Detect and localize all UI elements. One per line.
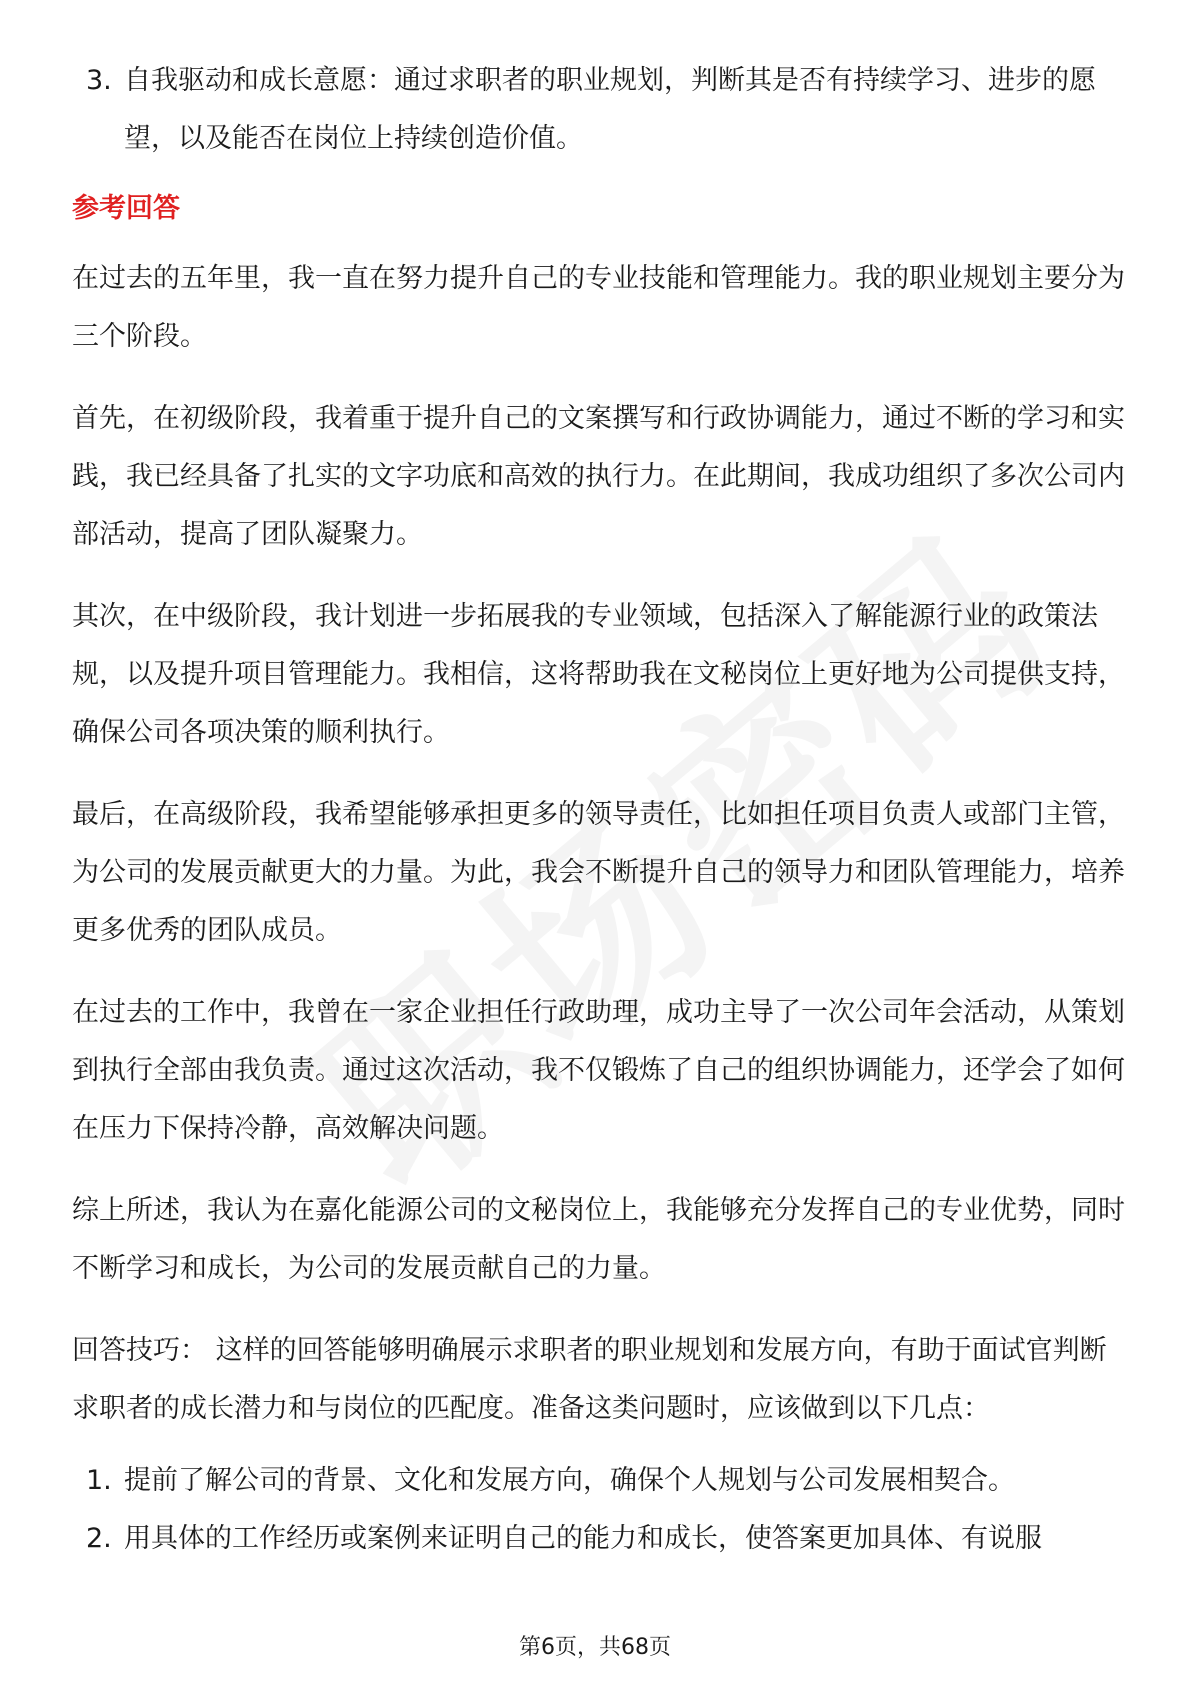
page-footer: 第6页，共68页 bbox=[519, 1635, 671, 1660]
list-item bbox=[72, 52, 1132, 168]
document-body bbox=[72, 52, 1132, 1568]
paragraph: 在过去的五年里，我一直在努力提升自己的专业技能和管理能力。我的职业规划主要分为三个阶段。 bbox=[72, 263, 1125, 352]
list-text: 提前了解公司的背景、文化和发展方向，确保个人规划与公司发展相契合。 bbox=[124, 1465, 1015, 1496]
paragraph: 最后，在高级阶段，我希望能够承担更多的领导责任，比如担任项目负责人或部门主管，为公司的发展贡献更大的力量。为此，我会不断提升自己的领导力和团队管理能力，培养更多优秀的团队成员。 bbox=[72, 799, 1125, 946]
tips-paragraph: 回答技巧： 这样的回答能够明确展示求职者的职业规划和发展方向，有助于面试官判断求职者的成长潜力和与岗位的匹配度。准备这类问题时，应该做到以下几点： bbox=[72, 1335, 1107, 1424]
list-item bbox=[72, 1452, 1132, 1510]
list-number: 1. bbox=[86, 1465, 112, 1496]
list-text: 用具体的工作经历或案例来证明自己的能力和成长，使答案更加具体、有说服 bbox=[124, 1523, 1042, 1554]
paragraph: 综上所述，我认为在嘉化能源公司的文秘岗位上，我能够充分发挥自己的专业优势，同时不断学习和成长，为公司的发展贡献自己的力量。 bbox=[72, 1195, 1125, 1284]
section-heading: 参考回答 bbox=[72, 193, 180, 224]
list-number: 2. bbox=[86, 1523, 112, 1554]
list-number: 3. bbox=[86, 65, 112, 96]
paragraph: 首先，在初级阶段，我着重于提升自己的文案撰写和行政协调能力，通过不断的学习和实践，我已经具备了扎实的文字功底和高效的执行力。在此期间，我成功组织了多次公司内部活动，提高了团队凝聚力。 bbox=[72, 403, 1125, 550]
list-item bbox=[72, 1510, 1132, 1568]
list-text: 自我驱动和成长意愿：通过求职者的职业规划，判断其是否有持续学习、进步的愿望，以及能否在岗位上持续创造价值。 bbox=[124, 65, 1096, 154]
paragraph: 在过去的工作中，我曾在一家企业担任行政助理，成功主导了一次公司年会活动，从策划到执行全部由我负责。通过这次活动，我不仅锻炼了自己的组织协调能力，还学会了如何在压力下保持冷静，高效解决问题。 bbox=[72, 997, 1125, 1144]
paragraph: 其次，在中级阶段，我计划进一步拓展我的专业领域，包括深入了解能源行业的政策法规，以及提升项目管理能力。我相信，这将帮助我在文秘岗位上更好地为公司提供支持，确保公司各项决策的顺利执行。 bbox=[72, 601, 1125, 748]
